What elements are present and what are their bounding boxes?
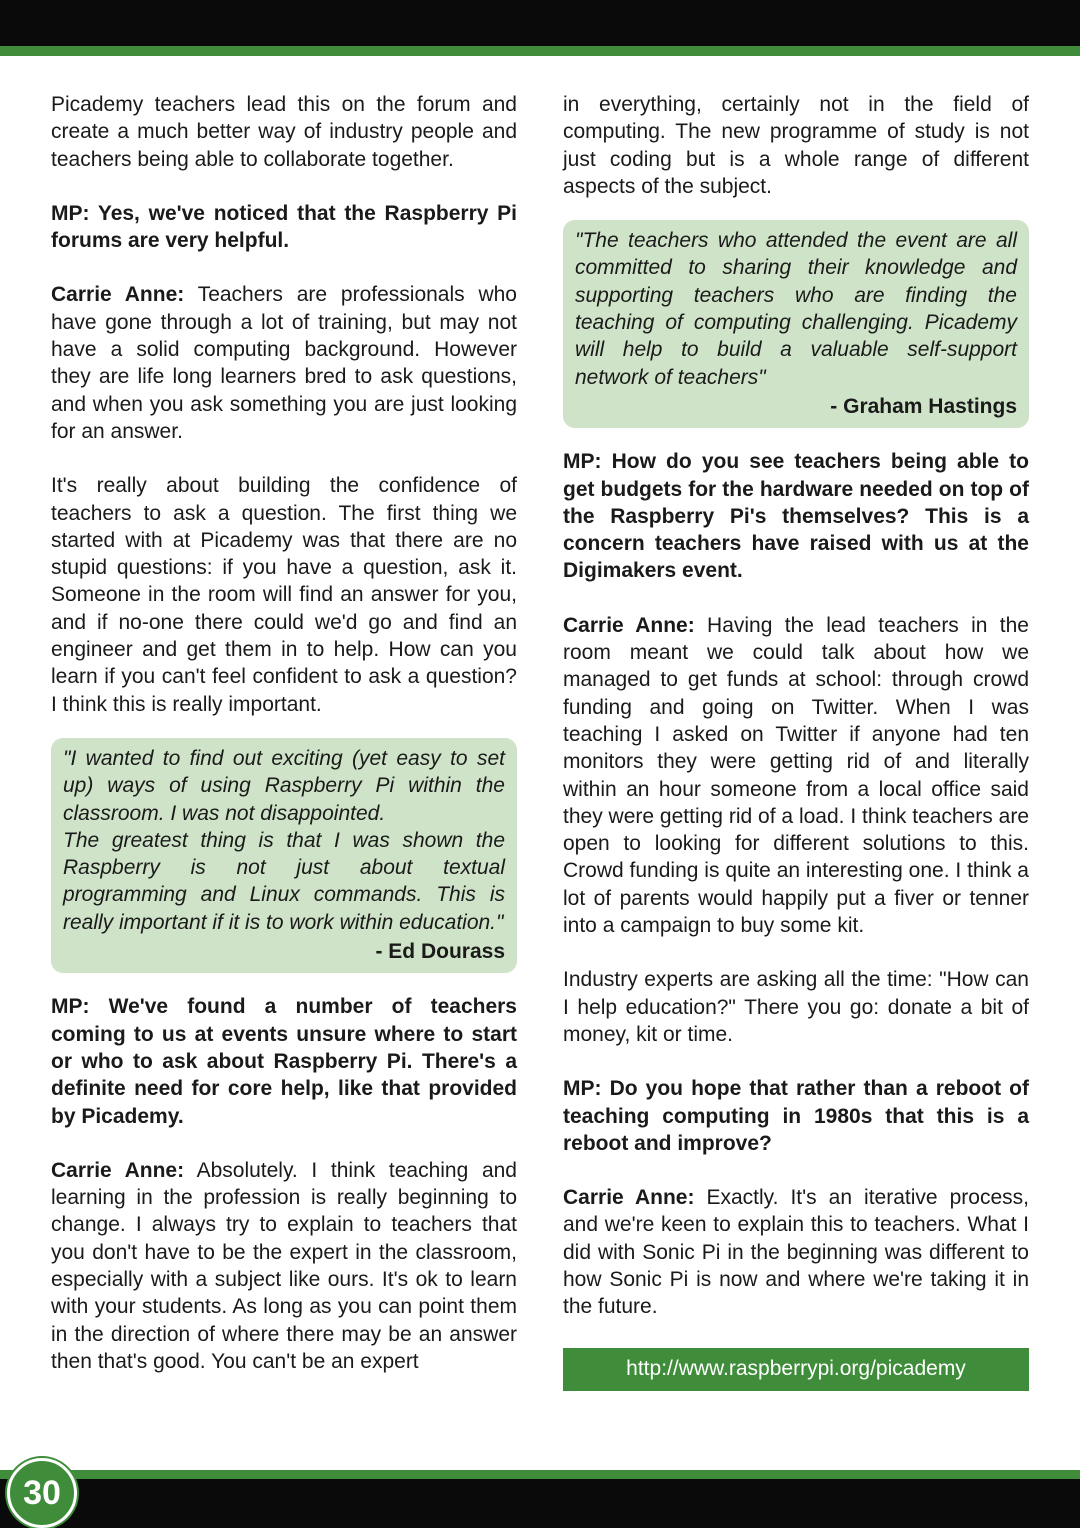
- speaker-name: Carrie Anne:: [51, 1158, 185, 1182]
- answer-text: Having the lead teachers in the room meant we could talk about how we managed to get funds at school: through crowd funding and going on Twitter. When I was teaching I asked on Twitter if anyone had ten monitors they were getting rid of and literally within an hour someone from a local office said they were getting rid of a load. I think teachers are open to looking for different solutions to this. Crowd funding is quite an interesting one. I think a lot of parents would happily put a fiver or tenner into a campaign to buy some kit.: [563, 613, 1029, 938]
- quote-line: "I wanted to find out exciting (yet easy to set up) ways of using Raspberry Pi within the classroom. I was not disappointed.: [63, 746, 505, 825]
- bottom-footer-bar: [0, 1479, 1080, 1528]
- page-number-badge: 30: [7, 1458, 77, 1528]
- paragraph: in everything, certainly not in the field of computing. The new programme of study is not just coding but is a whole range of different aspects of the subject.: [563, 93, 1029, 198]
- interview-question: MP: We've found a number of teachers coming to us at events unsure where to start or who to ask about Raspberry Pi. There's a definite need for core help, like that provided by Picademy.: [51, 995, 517, 1128]
- interview-answer: [51, 1157, 517, 1375]
- answer-text: Teachers are professionals who have gone through a lot of training, but may not have a solid computing background. However they are life long learners bred to ask questions, and when you ask something you are just looking for an answer.: [51, 283, 517, 443]
- speaker-name: Carrie Anne:: [563, 1186, 695, 1210]
- bottom-green-stripe: [0, 1470, 1080, 1479]
- paragraph: Industry experts are asking all the time: "How can I help education?" There you go: donate a bit of money, kit or time.: [563, 968, 1029, 1046]
- interview-question: MP: Yes, we've noticed that the Raspberry Pi forums are very helpful.: [51, 201, 517, 253]
- interview-question: MP: How do you see teachers being able to get budgets for the hardware needed on top of the Raspberry Pi's themselves? This is a concern teachers have raised with us at the Digimakers event.: [563, 450, 1029, 583]
- paragraph: Picademy teachers lead this on the forum and create a much better way of industry people and teachers being able to collaborate together.: [51, 93, 517, 171]
- interview-question: MP: Do you hope that rather than a reboot of teaching computing in 1980s that this is a reboot and improve?: [563, 1077, 1029, 1155]
- speaker-name: Carrie Anne:: [51, 283, 185, 307]
- top-green-stripe: [0, 46, 1080, 56]
- quote-text: "The teachers who attended the event are all committed to sharing their knowledge and supporting teachers who are finding the teaching of computing challenging. Picademy will help to build a valuable self-support network of teachers": [575, 229, 1017, 389]
- quote-attribution: - Ed Dourass: [375, 940, 505, 964]
- top-header-bar: [0, 0, 1080, 46]
- right-column: [563, 91, 1029, 1391]
- answer-text: Absolutely. I think teaching and learning in the profession is really beginning to change. I always try to explain to teachers that you don't have to be the expert in the classroom, especially with a subject like ours. It's ok to learn with your students. As long as you can point them in the direction of where there may be an answer then that's good. You can't be an expert: [51, 1158, 517, 1373]
- pull-quote-ed-dourass: [51, 738, 517, 973]
- speaker-name: Carrie Anne:: [563, 613, 695, 637]
- quote-attribution: - Graham Hastings: [830, 394, 1017, 418]
- answer-text: Exactly. It's an iterative process, and we're keen to explain this to teachers. What I did with Sonic Pi in the beginning was different to how Sonic Pi is now and where we're taking it in the future.: [563, 1186, 1029, 1319]
- interview-answer: [563, 1184, 1029, 1320]
- interview-answer: [563, 612, 1029, 940]
- quote-line: The greatest thing is that I was shown the Raspberry is not just about textual programming and Linux commands. This is really important if it is to work within education.": [63, 828, 505, 934]
- picademy-link[interactable]: http://www.raspberrypi.org/picademy: [563, 1348, 1029, 1391]
- pull-quote-graham-hastings: [563, 220, 1029, 428]
- left-column: [51, 91, 517, 1402]
- interview-answer: [51, 281, 517, 445]
- paragraph: It's really about building the confidence of teachers to ask a question. The first thing we started with at Picademy was that there are no stupid questions: if you have a question, ask it. Someone in the room will find an answer for you, and if no-one there could we'd go and find an engineer and get them in to help. How can you learn if you can't feel confident to ask a question? I think this is really important.: [51, 474, 517, 716]
